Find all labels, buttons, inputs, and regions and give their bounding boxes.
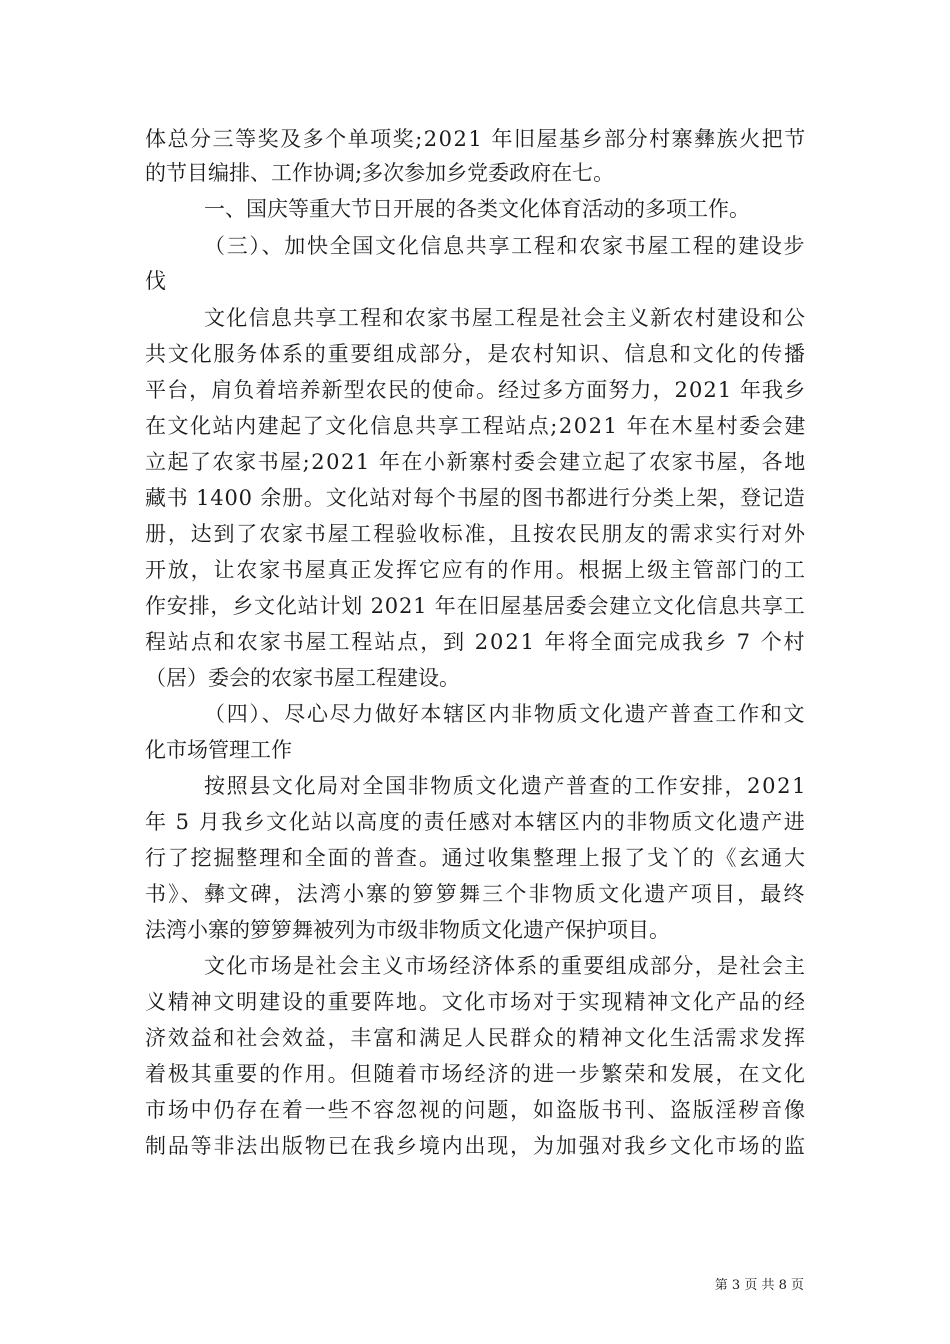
text-line: 法湾小寨的箩箩舞被列为市级非物质文化遗产保护项目。 bbox=[145, 918, 670, 942]
text-line: （居）委会的农家书屋工程建设。 bbox=[145, 666, 460, 690]
text-line: 作安排，乡文化站计划 2021 年在旧屋基居委会建立文化信息共享工 bbox=[145, 594, 806, 618]
text-line: 年 5 月我乡文化站以高度的责任感对本辖区内的非物质文化遗产进 bbox=[145, 810, 807, 834]
text-line: 的节目编排、工作协调;多次参加乡党委政府在七。 bbox=[145, 161, 615, 185]
text-line: 着极其重要的作用。但随着市场经济的进一步繁荣和发展，在文化 bbox=[145, 1062, 807, 1086]
text-line: 济效益和社会效益，丰富和满足人民群众的精神文化生活需求发挥 bbox=[145, 1026, 807, 1050]
text-line: 藏书 1400 余册。文化站对每个书屋的图书都进行分类上架，登记造 bbox=[145, 486, 806, 510]
text-line: 文化信息共享工程和农家书屋工程是社会主义新农村建设和公 bbox=[204, 306, 807, 330]
text-line: 程站点和农家书屋工程站点，到 2021 年将全面完成我乡 7 个村 bbox=[145, 630, 807, 654]
text-line: 文化市场是社会主义市场经济体系的重要组成部分，是社会主 bbox=[204, 954, 807, 978]
text-line: 市场中仍存在着一些不容忽视的问题，如盗版书刊、盗版淫秽音像 bbox=[145, 1098, 807, 1122]
text-line: 化市场管理工作 bbox=[145, 738, 292, 762]
text-line: 伐 bbox=[145, 269, 166, 293]
text-line: 书》、彝文碑，法湾小寨的箩箩舞三个非物质文化遗产项目，最终 bbox=[145, 882, 807, 906]
text-line: 共文化服务体系的重要组成部分，是农村知识、信息和文化的传播 bbox=[145, 342, 807, 366]
text-line: 在文化站内建起了文化信息共享工程站点;2021 年在木星村委会建 bbox=[145, 414, 807, 438]
text-line: 一、国庆等重大节日开展的各类文化体育活动的多项工作。 bbox=[204, 197, 750, 221]
text-line: 立起了农家书屋;2021 年在小新寨村委会建立起了农家书屋，各地 bbox=[145, 450, 807, 474]
text-line: 制品等非法出版物已在我乡境内出现，为加强对我乡文化市场的监 bbox=[145, 1134, 807, 1158]
text-line: 册，达到了农家书屋工程验收标准，且按农民朋友的需求实行对外 bbox=[145, 522, 807, 546]
text-line: 行了挖掘整理和全面的普查。通过收集整理上报了戈丫的《玄通大 bbox=[145, 846, 807, 870]
text-line: 平台，肩负着培养新型农民的使命。经过多方面努力，2021 年我乡 bbox=[145, 378, 807, 402]
text-line: 体总分三等奖及多个单项奖;2021 年旧屋基乡部分村寨彝族火把节 bbox=[145, 127, 807, 151]
text-line: 义精神文明建设的重要阵地。文化市场对于实现精神文化产品的经 bbox=[145, 990, 807, 1014]
page-number: 第 3 页 共 8 页 bbox=[714, 1278, 804, 1293]
text-line: （四）、尽心尽力做好本辖区内非物质文化遗产普查工作和文 bbox=[204, 702, 807, 726]
text-line: （三）、加快全国文化信息共享工程和农家书屋工程的建设步 bbox=[204, 234, 807, 258]
text-line: 开放，让农家书屋真正发挥它应有的作用。根据上级主管部门的工 bbox=[145, 558, 807, 582]
text-line: 按照县文化局对全国非物质文化遗产普查的工作安排，2021 bbox=[204, 774, 808, 798]
